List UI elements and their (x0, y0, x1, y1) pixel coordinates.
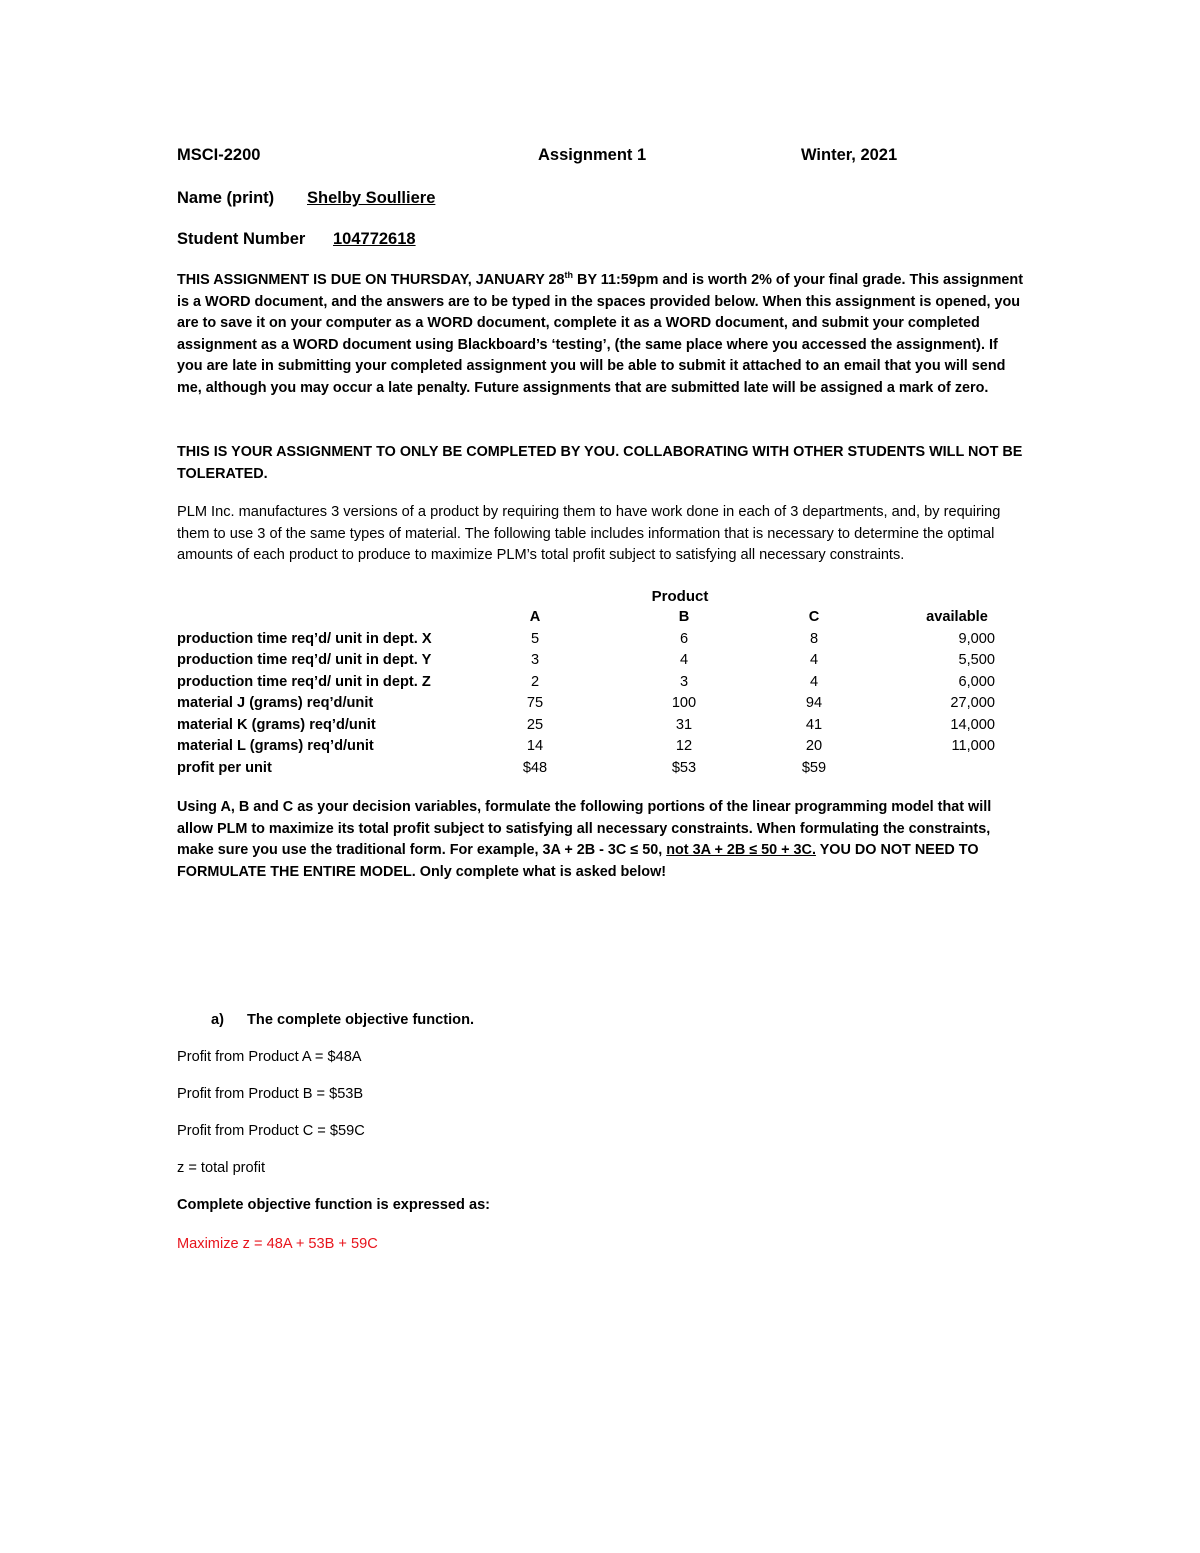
formulation-text-start: Using A, B and C as your decision variables, formulate the following portions of the linear programming model that will allow PLM to maximize its total profit subject to satisfying all necessary constraints. When formulating the constraints, make sure you use the traditional form. For example, 3A + 2B - 3C ≤ 50, (177, 799, 992, 858)
col-header-c: C (808, 609, 820, 625)
cell-a: 3 (530, 652, 540, 668)
due-text-start: THIS ASSIGNMENT IS DUE ON THURSDAY, JANUARY 28 (177, 272, 565, 288)
cell-available: 9,000 (958, 630, 995, 647)
student-number-label: Student Number (177, 230, 306, 248)
name-value: Shelby Soulliere (307, 189, 436, 207)
answer-line-2: Profit from Product B = $53B (177, 1086, 364, 1102)
cell-available: 6,000 (958, 673, 995, 690)
cell-available: 27,000 (950, 695, 995, 711)
cell-c: 4 (809, 673, 819, 690)
formulation-instructions (177, 797, 1027, 883)
student-number-value: 104772618 (333, 230, 416, 248)
cell-available: 14,000 (950, 716, 995, 733)
answer-heading: Complete objective function is expressed as: (177, 1197, 491, 1213)
cell-b: 4 (679, 652, 689, 668)
due-instructions (177, 270, 1027, 399)
cell-available: 5,500 (958, 652, 995, 668)
row-label: material L (grams) req’d/unit (177, 738, 374, 754)
cell-available: 11,000 (951, 738, 995, 754)
row-label: production time req’d/ unit in dept. Z (177, 673, 431, 690)
problem-intro (177, 502, 1027, 567)
question-a-text: The complete objective function. (247, 1012, 475, 1028)
formulation-counterexample: not 3A + 2B ≤ 50 + 3C. (666, 842, 816, 858)
warning-text: THIS IS YOUR ASSIGNMENT TO ONLY BE COMPLETED BY YOU. COLLABORATING WITH OTHER STUDENTS WILL NOT BE TOLERATED. (177, 444, 1023, 482)
cell-b: 12 (675, 738, 693, 754)
answer-line-4: z = total profit (177, 1160, 266, 1176)
table-group-header: Product (651, 588, 709, 605)
assignment-title: Assignment 1 (538, 146, 647, 164)
answer-objective-function: Maximize z = 48A + 53B + 59C (177, 1236, 378, 1252)
cell-c: 41 (805, 716, 823, 733)
table-row (177, 631, 1037, 653)
row-label: material J (grams) req’d/unit (177, 695, 374, 711)
table-row (177, 652, 1037, 674)
table-header-row (177, 609, 1037, 631)
row-label: production time req’d/ unit in dept. Y (177, 652, 432, 668)
cell-c: 20 (805, 738, 823, 754)
cell-a: 25 (526, 716, 544, 733)
product-table (177, 609, 1037, 781)
due-superscript: th (564, 270, 574, 281)
term: Winter, 2021 (801, 146, 898, 164)
table-row (177, 738, 1037, 760)
cell-a: 2 (530, 673, 540, 690)
row-label: profit per unit (177, 759, 272, 776)
cell-a: 14 (526, 738, 544, 754)
answer-line-3: Profit from Product C = $59C (177, 1123, 365, 1139)
table-row (177, 674, 1037, 696)
cell-b: 31 (675, 716, 693, 733)
cell-a: 75 (526, 695, 544, 711)
course-code: MSCI-2200 (177, 146, 261, 164)
cell-c: 94 (805, 695, 823, 711)
formulation-text-end: YOU DO NOT NEED TO FORMULATE THE ENTIRE MODEL. Only complete what is asked below! (177, 842, 979, 880)
cell-b: 6 (679, 630, 689, 647)
col-header-b: B (678, 609, 690, 625)
collaboration-warning (177, 442, 1027, 485)
answer-line-1: Profit from Product A = $48A (177, 1049, 362, 1065)
col-header-a: A (529, 609, 541, 625)
cell-b: 100 (671, 695, 697, 711)
table-row (177, 695, 1037, 717)
cell-a: 5 (530, 630, 540, 647)
cell-c: 4 (809, 652, 819, 668)
cell-c: 8 (809, 630, 819, 647)
table-row (177, 717, 1037, 739)
cell-a: $48 (522, 759, 548, 776)
name-label: Name (print) (177, 189, 275, 207)
cell-c: $59 (801, 759, 827, 776)
col-header-available: available (926, 609, 988, 625)
table-row (177, 760, 1037, 782)
cell-b: $53 (671, 759, 697, 776)
cell-b: 3 (679, 673, 689, 690)
due-text-rest: BY 11:59pm and is worth 2% of your final grade. This assignment is a WORD document, and the answers are to be typed in the spaces provided below. When this assignment is opened, you are to save it on your computer as a WORD document, complete it as a WORD document, and submit your completed assignment as a WORD document using Blackboard’s ‘testing’, (the same place where you accessed the assignment). If you are late in submitting your completed assignment you will be able to submit it attached to an email that you will send me, although you may occur a late penalty. Future assignments that are submitted late will be assigned a mark of zero. (177, 272, 1023, 396)
row-label: production time req’d/ unit in dept. X (177, 630, 432, 647)
question-a-marker: a) (211, 1012, 224, 1028)
problem-intro-text: PLM Inc. manufactures 3 versions of a product by requiring them to have work done in each of 3 departments, and, by requiring them to use 3 of the same types of material. The following table includes information that is necessary to determine the optimal amounts of each product to produce to maximize PLM’s total profit subject to satisfying all necessary constraints. (177, 504, 1001, 563)
row-label: material K (grams) req’d/unit (177, 716, 376, 733)
